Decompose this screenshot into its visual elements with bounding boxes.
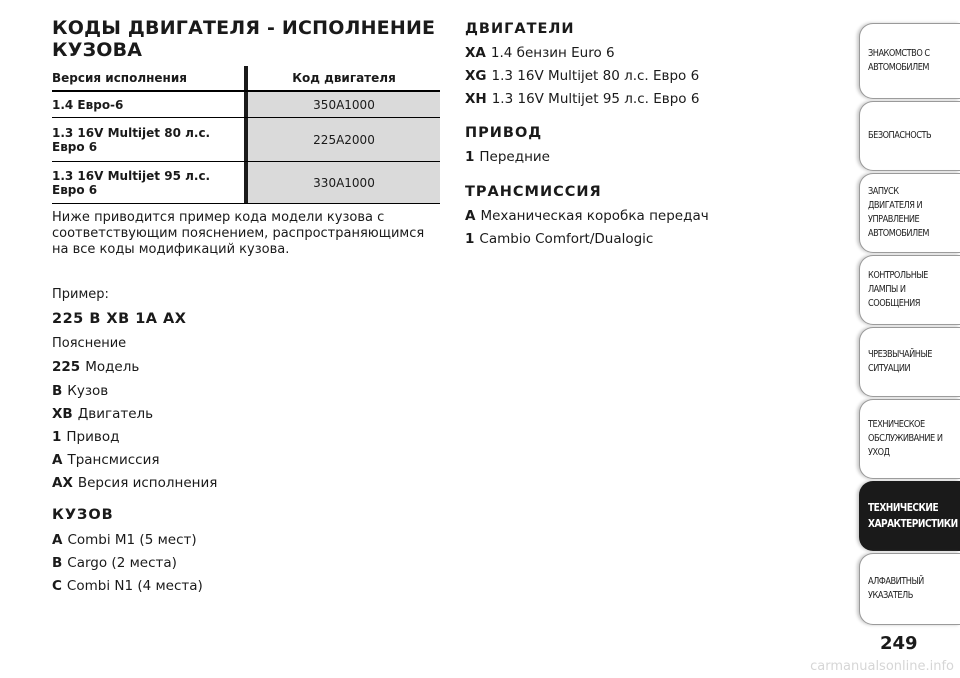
watermark: carmanualsonline.info bbox=[810, 659, 954, 674]
example-label: Пример: bbox=[52, 287, 109, 302]
explanation-item: 225 Модель bbox=[52, 359, 140, 375]
explanation-label: Пояснение bbox=[52, 336, 127, 351]
drive-item: 1 Передние bbox=[465, 149, 550, 165]
tab-technical-specifications[interactable]: ТЕХНИЧЕСКИЕ ХАРАКТЕРИСТИКИ bbox=[859, 481, 960, 551]
transmission-item: 1 Cambio Comfort/Dualogic bbox=[465, 231, 654, 247]
tab-warning-lights[interactable]: КОНТРОЛЬНЫЕ ЛАМПЫ И СООБЩЕНИЯ bbox=[859, 255, 960, 325]
transmission-section-title: ТРАНСМИССИЯ bbox=[465, 184, 602, 200]
engine-code-table bbox=[52, 66, 440, 204]
table-row bbox=[52, 92, 440, 118]
header-version: Версия исполнения bbox=[52, 71, 187, 85]
tab-introduction[interactable]: ЗНАКОМСТВО С АВТОМОБИЛЕМ bbox=[859, 23, 960, 99]
explanation-item: B Кузов bbox=[52, 383, 109, 399]
body-section-title: КУЗОВ bbox=[52, 507, 114, 523]
explanation-item: XB Двигатель bbox=[52, 406, 154, 422]
row-version: 1.3 16V Multijet 80 л.с. Евро 6 bbox=[52, 126, 211, 154]
table-row bbox=[52, 118, 440, 162]
row-engine-code: 225A2000 bbox=[248, 118, 440, 161]
body-item: C Combi N1 (4 места) bbox=[52, 578, 203, 594]
intro-paragraph: Ниже приводится пример кода модели кузова с соответствующим пояснением, распространяющимся на все коды модификаций кузова. bbox=[52, 210, 425, 257]
row-version: 1.3 16V Multijet 95 л.с. Евро 6 bbox=[52, 169, 211, 197]
engine-item: XG 1.3 16V Multijet 80 л.с. Евро 6 bbox=[465, 68, 700, 84]
tab-starting-driving[interactable]: ЗАПУСК ДВИГАТЕЛЯ И УПРАВЛЕНИЕ АВТОМОБИЛЕМ bbox=[859, 173, 960, 253]
tab-safety[interactable]: БЕЗОПАСНОСТЬ bbox=[859, 101, 960, 171]
table-row bbox=[52, 162, 440, 204]
tab-index[interactable]: АЛФАВИТНЫЙ УКАЗАТЕЛЬ bbox=[859, 553, 960, 625]
engines-section-title: ДВИГАТЕЛИ bbox=[465, 21, 575, 37]
row-engine-code: 350A1000 bbox=[248, 92, 440, 117]
row-engine-code: 330A1000 bbox=[248, 162, 440, 203]
transmission-item: A Механическая коробка передач bbox=[465, 208, 709, 224]
row-version: 1.4 Евро-6 bbox=[52, 97, 124, 112]
tab-emergency[interactable]: ЧРЕЗВЫЧАЙНЫЕ СИТУАЦИИ bbox=[859, 327, 960, 397]
explanation-item: AX Версия исполнения bbox=[52, 475, 218, 491]
body-item: A Combi M1 (5 мест) bbox=[52, 532, 197, 548]
table-header bbox=[52, 66, 440, 92]
engine-item: XH 1.3 16V Multijet 95 л.с. Евро 6 bbox=[465, 91, 700, 107]
explanation-item: 1 Привод bbox=[52, 429, 120, 445]
page-number: 249 bbox=[880, 633, 918, 654]
body-item: B Cargo (2 места) bbox=[52, 555, 177, 571]
example-code: 225 B XB 1A AX bbox=[52, 311, 187, 327]
header-engine-code: Код двигателя bbox=[292, 71, 396, 85]
engine-item: XA 1.4 бензин Euro 6 bbox=[465, 45, 615, 61]
explanation-item: A Трансмиссия bbox=[52, 452, 160, 468]
tab-maintenance[interactable]: ТЕХНИЧЕСКОЕ ОБСЛУЖИВАНИЕ И УХОД bbox=[859, 399, 960, 479]
drive-section-title: ПРИВОД bbox=[465, 125, 543, 141]
page-title: КОДЫ ДВИГАТЕЛЯ - ИСПОЛНЕНИЕ КУЗОВА bbox=[52, 17, 436, 61]
